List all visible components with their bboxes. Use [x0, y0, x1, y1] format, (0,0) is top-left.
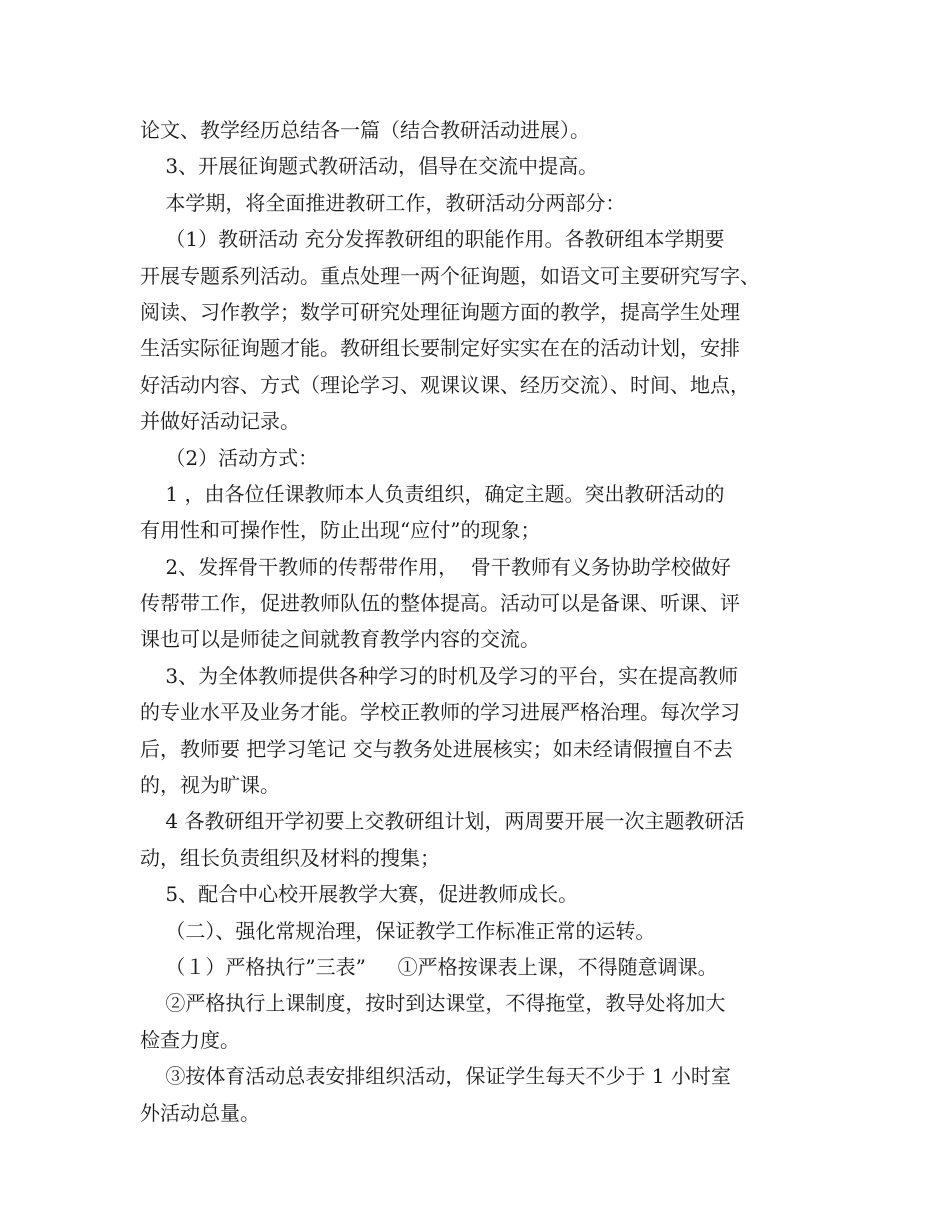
text-line: 的专业水平及业务才能。学校正教师的学习进展严格治理。每次学习 [140, 700, 740, 725]
text-line: 阅读、习作教学；数学可研究处理征询题方面的教学，提高学生处理 [140, 299, 740, 324]
text-line: 并做好活动记录。 [140, 409, 300, 434]
text-line: 课也可以是师徒之间就教育教学内容的交流。 [140, 627, 540, 652]
text-line: 论文、教学经历总结各一篇（结合教研活动进展）。 [140, 118, 590, 142]
text-line: 检查力度。 [140, 1027, 240, 1052]
text-line: （二）、强化常规治理，保证教学工作标准正常的运转。 [140, 918, 656, 943]
text-line: 1 ，由各位任课教师本人负责组织，确定主题。突出教研活动的 [140, 481, 725, 506]
text-line: 3、为全体教师提供各种学习的时机及学习的平台，实在提高教师 [140, 663, 739, 688]
text-line: 生活实际征询题才能。教研组长要制定好实实在在的活动计划，安排 [140, 336, 740, 361]
text-line: 5、配合中心校开展教学大赛，促进教师成长。 [140, 882, 579, 907]
text-line: 2、发挥骨干教师的传帮带作用， 骨干教师有义务协助学校做好 [140, 554, 731, 579]
text-line: 的，视为旷课。 [140, 773, 280, 798]
text-line: 好活动内容、方式（理论学习、观课议课、经历交流）、时间、地点， [140, 372, 750, 397]
body-text [140, 112, 820, 1131]
text-line: 传帮带工作，促进教师队伍的整体提高。活动可以是备课、听课、评 [140, 591, 740, 616]
text-line: 本学期，将全面推进教研工作，教研活动分两部分： [140, 190, 626, 215]
text-line: 3、开展征询题式教研活动，倡导在交流中提高。 [140, 154, 599, 179]
text-line: 动，组长负责组织及材料的搜集； [140, 845, 440, 870]
text-line: （2）活动方式： [140, 445, 319, 470]
text-line: 有用性和可操作性，防止出现“应付”的现象； [140, 518, 541, 543]
text-line: 开展专题系列活动。重点处理一两个征询题，如语文可主要研究写字、 [140, 263, 760, 288]
text-line: 外活动总量。 [140, 1100, 260, 1125]
text-line: ③按体育活动总表安排组织活动，保证学生每天不少于 1 小时室 [140, 1064, 731, 1089]
text-line: 4 各教研组开学初要上交教研组计划，两周要开展一次主题教研活 [140, 809, 745, 834]
text-line: 后，教师要 把学习笔记 交与教务处进展核实；如未经请假擅自不去 [140, 736, 733, 761]
text-line: （1）教研活动 充分发挥教研组的职能作用。各教研组本学期要 [140, 227, 725, 252]
text-line: （１）严格执行”三表” ①严格按课表上课，不得随意调课。 [140, 954, 718, 979]
text-line: ②严格执行上课制度，按时到达课堂，不得拖堂，教导处将加大 [140, 991, 726, 1016]
